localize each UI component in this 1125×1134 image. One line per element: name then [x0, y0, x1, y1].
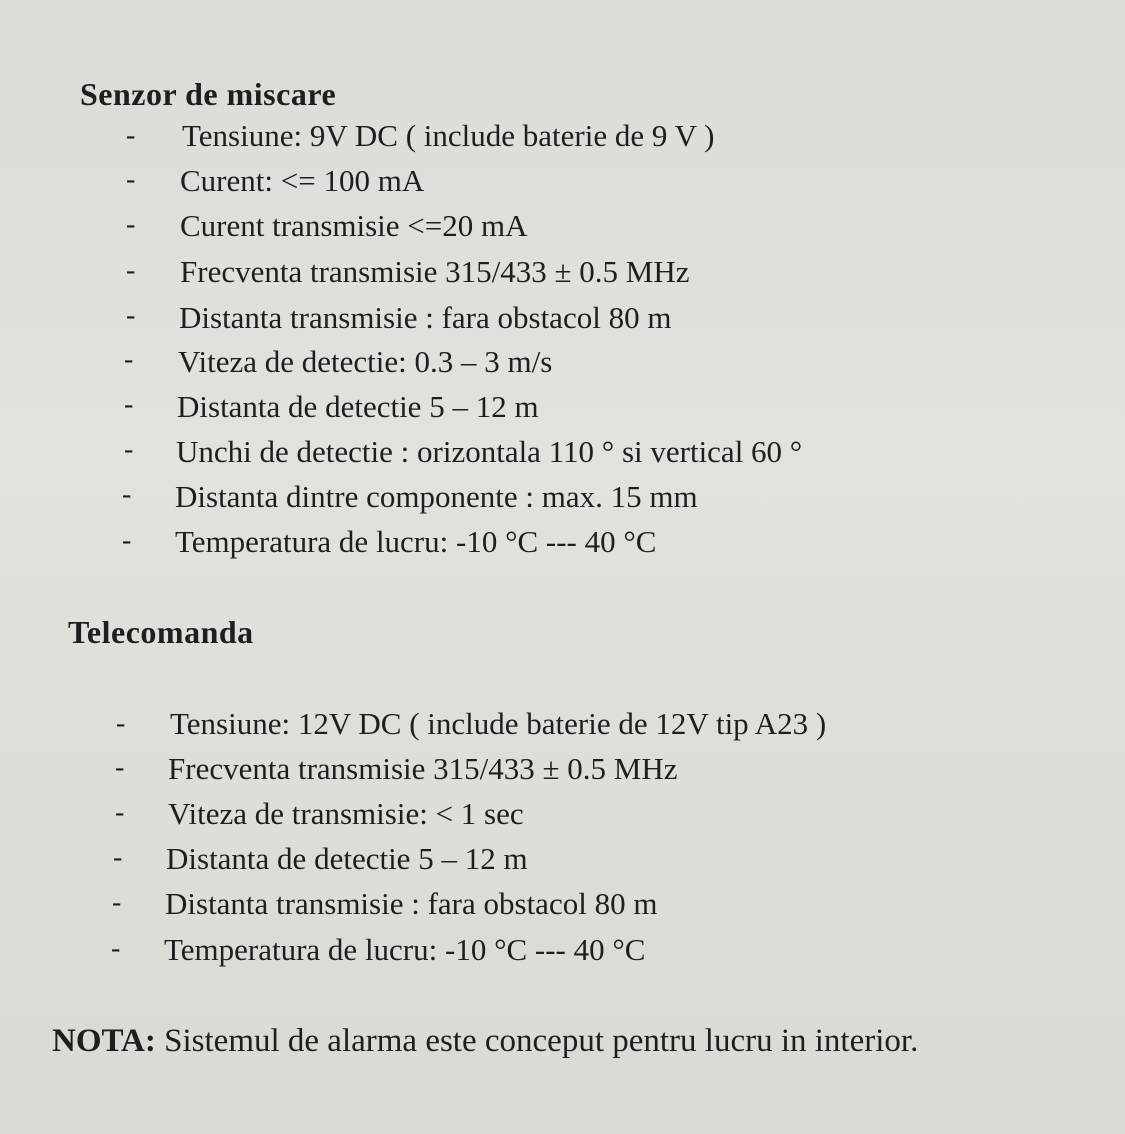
- bullet-dash: -: [126, 255, 136, 286]
- bullet-dash: -: [111, 933, 121, 964]
- bullet-dash: -: [126, 120, 136, 151]
- bullet-dash: -: [124, 434, 134, 465]
- section-heading-senzor: Senzor de miscare: [80, 76, 337, 112]
- bullet-dash: -: [126, 300, 136, 331]
- bullet-dash: -: [115, 797, 125, 828]
- bullet-dash: -: [116, 708, 126, 739]
- bullet-dash: -: [124, 344, 134, 375]
- note-text: Sistemul de alarma este conceput pentru lucru in interior.: [155, 1023, 919, 1059]
- bullet-dash: -: [126, 164, 136, 195]
- note-label: NOTA:: [52, 1023, 156, 1059]
- bullet-dash: -: [113, 842, 123, 873]
- bullet-dash: -: [124, 389, 134, 420]
- bullet-dash: -: [112, 887, 122, 918]
- bullet-dash: -: [122, 479, 132, 510]
- bullet-dash: -: [126, 209, 136, 240]
- document-page: Senzor de miscare - Tensiune: 9V DC ( include baterie de 9 V ) - Curent: <= 100 mA - Curent transmisie <=20 mA - Frecventa transmisie 315/433 ± 0.5 MHz - Distanta transmisie : fara obstacol 80 m - Viteza de detectie: 0.3 – 3 m/s - Distanta de detectie 5 – 12 m - Unchi de detectie : orizontala 110 ° si vertical 60 ° - Distanta dintre componente : max. 15 mm - Temperatura de lucru: -10 °C --- 40 °C Telecomanda - Tensiune: 12V DC ( include baterie de 12V tip A23 ) - Frecventa transmisie 315/433 ± 0.5 MHz - Viteza de transmisie: < 1 sec - Distanta de detectie 5 – 12 m - Distanta transmisie : fara obstacol 80 m - Temperatura de lucru: -10 °C --- 40 °C NOTA: Sistemul de alarma este conceput pentru lucru in interior.: [52, 76, 919, 1059]
- bullet-dash: -: [122, 525, 132, 556]
- section-heading-telecomanda: Telecomanda: [68, 614, 254, 650]
- note-line: [52, 1023, 918, 1060]
- bullet-dash: -: [115, 752, 125, 783]
